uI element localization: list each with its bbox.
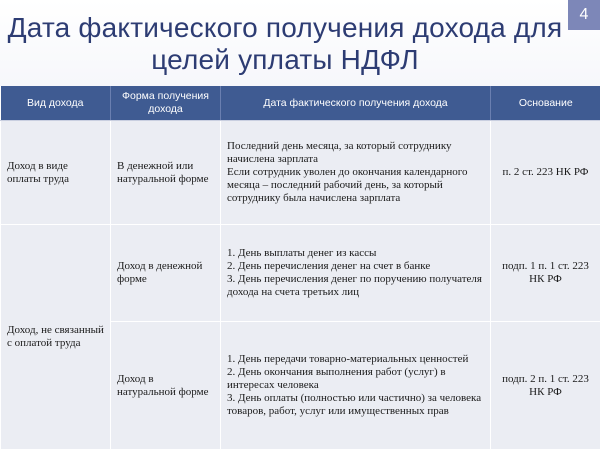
cell-receipt-form: Доход в натуральной форме (111, 322, 221, 450)
table-header-row (1, 86, 600, 121)
slide-title: Дата фактического получения дохода для целей уплаты НДФЛ (0, 12, 570, 76)
income-date-table (0, 86, 600, 450)
date-text: 1. День выплаты денег из кассы 2. День перечисления денег на счет в банке 3. День перечисления денег по поручению получателя дохода на счета третьих лиц (227, 247, 484, 299)
header-basis: Основание (491, 86, 600, 121)
date-text: Последний день месяца, за который сотруднику начислена зарплата Если сотрудник уволен до окончания календарного месяца – последний рабочий день, за который сотруднику была начислена зарплата (227, 140, 484, 205)
cell-receipt-form: Доход в денежной форме (111, 225, 221, 322)
table-row (1, 121, 600, 225)
header-actual-date: Дата фактического получения дохода (221, 86, 491, 121)
header-income-type: Вид дохода (1, 86, 111, 121)
cell-basis: п. 2 ст. 223 НК РФ (491, 121, 600, 225)
cell-receipt-form: В денежной или натуральной форме (111, 121, 221, 225)
cell-basis: подп. 1 п. 1 ст. 223 НК РФ (491, 225, 600, 322)
slide-number: 4 (568, 0, 600, 30)
header-receipt-form: Форма получения дохода (111, 86, 221, 121)
cell-actual-date (221, 322, 491, 450)
cell-income-type: Доход в виде оплаты труда (1, 121, 111, 225)
date-text: 1. День передачи товарно-материальных ценностей 2. День окончания выполнения работ (услуг) в интересах человека 3. День оплаты (полностью или частично) за человека товаров, работ, услуг или имущественных прав (227, 353, 484, 418)
cell-actual-date (221, 225, 491, 322)
cell-actual-date (221, 121, 491, 225)
cell-basis: подп. 2 п. 1 ст. 223 НК РФ (491, 322, 600, 450)
cell-income-type: Доход, не связанный с оплатой труда (1, 225, 111, 450)
table-row (1, 225, 600, 322)
slide-header (0, 0, 600, 86)
